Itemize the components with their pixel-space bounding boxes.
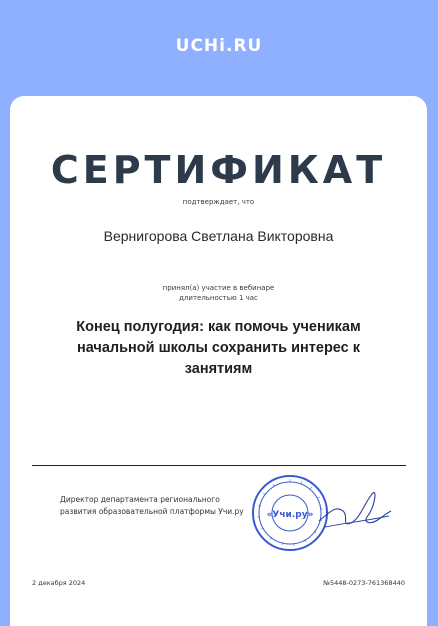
uchi-logo: UCHi.RU [175,36,263,56]
certificate-card [10,96,427,626]
confirms-text: подтверждает, что [182,198,255,206]
participation-line-1: принял(а) участие в вебинаре [162,284,275,292]
participation-text [10,283,427,303]
director-line-1: Директор департамента регионального [60,495,220,504]
director-signature-label [60,494,260,518]
stamp-text: «Учи.ру» [266,510,314,520]
webinar-title: Конец полугодия: как помочь ученикам начальной школы сохранить интерес к занятиям [76,319,361,377]
certificate-number: №5448-0273-761368440 [323,579,405,587]
participation-line-2: длительностью 1 час [179,294,258,302]
recipient-name: Вернигорова Светлана Викторовна [103,228,334,244]
certificate-title: СЕРТИФИКАТ [50,148,387,192]
issue-date: 2 декабря 2024 [32,579,86,587]
divider [32,465,406,466]
director-line-2: развития образовательной платформы Учи.ру [60,507,244,516]
handwritten-signature [315,483,395,543]
